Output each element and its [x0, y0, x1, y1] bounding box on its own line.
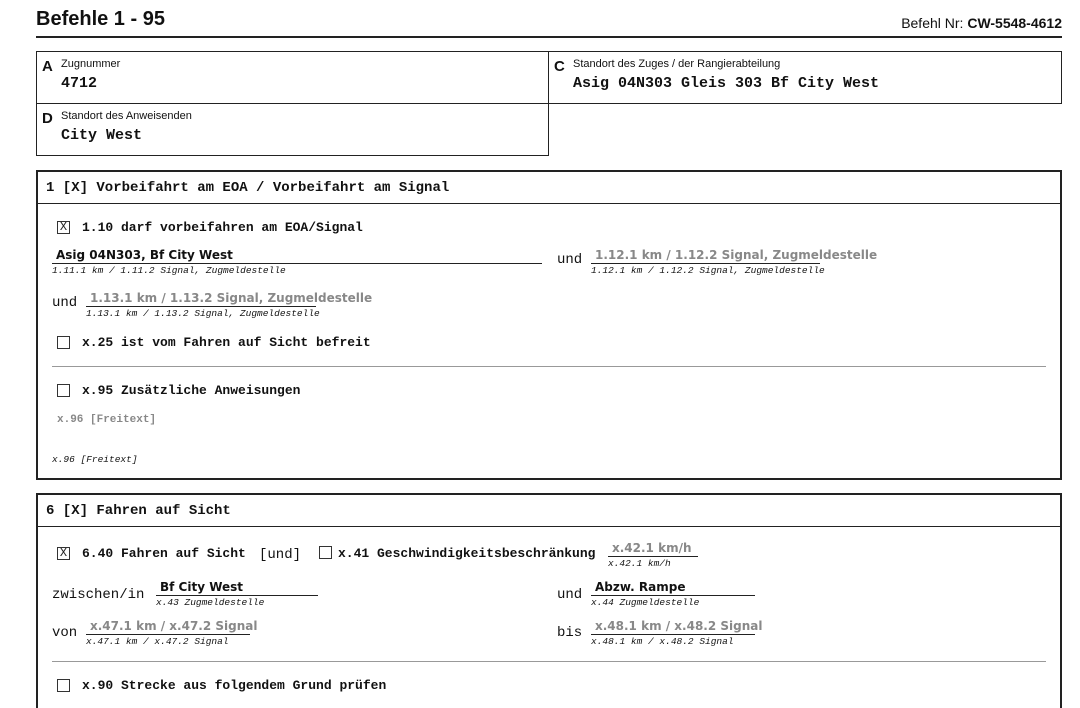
- field-x-48-line: [591, 634, 755, 635]
- field-x-42-1-value: x.42.1 km/h: [612, 541, 692, 555]
- und-label-2: und: [52, 295, 78, 311]
- checkbox-1-10[interactable]: X: [57, 221, 70, 234]
- section-1-header: [38, 172, 1060, 204]
- field-1-12-line: [591, 263, 820, 264]
- box-a-value: 4712: [61, 75, 98, 92]
- field-x-48-caption: x.48.1 km / x.48.2 Signal: [591, 636, 734, 647]
- section-6-title: 6 [X] Fahren auf Sicht: [46, 503, 231, 519]
- page-title: Befehle 1 - 95: [36, 8, 165, 30]
- zwischen-label: zwischen/in: [52, 587, 145, 603]
- field-1-11-line: [52, 263, 542, 264]
- und-label-6: und: [557, 587, 583, 603]
- field-x-43-value: Bf City West: [160, 580, 244, 594]
- box-a-letter: A: [42, 58, 53, 75]
- option-x-95-label: x.95 Zusätzliche Anweisungen: [82, 383, 301, 398]
- section-6-fahren-auf-sicht: [36, 493, 1062, 708]
- option-x-41-label: x.41 Geschwindigkeitsbeschränkung: [338, 546, 596, 561]
- und-label-1: und: [557, 252, 583, 268]
- field-1-11-value: Asig 04N303, Bf City West: [56, 248, 233, 262]
- befehl-number-label: Befehl Nr:: [901, 15, 964, 31]
- box-c-letter: C: [554, 58, 565, 75]
- form-header: [36, 6, 1062, 38]
- field-1-13-line: [86, 306, 316, 307]
- section-6-header: [38, 495, 1060, 527]
- box-c-label: Standort des Zuges / der Rangierabteilung: [573, 58, 781, 70]
- und-bracket-label: [und]: [259, 547, 302, 563]
- freetext-caption: x.96 [Freitext]: [52, 454, 138, 465]
- field-1-12-value: 1.12.1 km / 1.12.2 Signal, Zugmeldestelle: [595, 248, 878, 262]
- box-d-standort-anweisender[interactable]: [36, 103, 549, 156]
- checkbox-x-25[interactable]: [57, 336, 70, 349]
- befehl-number: [901, 15, 1062, 31]
- box-d-letter: D: [42, 110, 53, 127]
- checkbox-6-40[interactable]: X: [57, 547, 70, 560]
- box-a-zugnummer[interactable]: [36, 51, 549, 104]
- field-x-44-value: Abzw. Rampe: [595, 580, 686, 594]
- box-c-standort-zug[interactable]: [548, 51, 1062, 104]
- field-x-47-line: [86, 634, 250, 635]
- field-1-12-caption: 1.12.1 km / 1.12.2 Signal, Zugmeldestelle: [591, 265, 825, 276]
- field-x-44-line: [591, 595, 755, 596]
- option-6-40-label: 6.40 Fahren auf Sicht: [82, 546, 246, 561]
- checkbox-x-41[interactable]: [319, 546, 332, 559]
- section-1-title: 1 [X] Vorbeifahrt am EOA / Vorbeifahrt am Signal: [46, 180, 450, 196]
- field-x-47-value: x.47.1 km / x.47.2 Signal: [90, 619, 258, 633]
- freetext-input[interactable]: x.96 [Freitext]: [57, 414, 157, 426]
- section-1-vorbeifahrt: [36, 170, 1062, 480]
- field-x-42-1-caption: x.42.1 km/h: [608, 558, 671, 569]
- section-6-divider: [52, 661, 1046, 662]
- von-label: von: [52, 625, 78, 641]
- box-d-label: Standort des Anweisenden: [61, 110, 192, 122]
- box-c-value: Asig 04N303 Gleis 303 Bf City West: [573, 75, 880, 92]
- field-1-13-value: 1.13.1 km / 1.13.2 Signal, Zugmeldestelle: [90, 291, 373, 305]
- field-x-43-caption: x.43 Zugmeldestelle: [156, 597, 265, 608]
- option-1-10-label: 1.10 darf vorbeifahren am EOA/Signal: [82, 220, 363, 235]
- option-x-90-label: x.90 Strecke aus folgendem Grund prüfen: [82, 678, 387, 693]
- box-a-label: Zugnummer: [61, 58, 121, 70]
- field-x-43-line: [156, 595, 318, 596]
- field-x-42-1-line: [608, 556, 698, 557]
- option-x-25-label: x.25 ist vom Fahren auf Sicht befreit: [82, 335, 371, 350]
- field-1-13-caption: 1.13.1 km / 1.13.2 Signal, Zugmeldestelle: [86, 308, 320, 319]
- field-1-11-caption: 1.11.1 km / 1.11.2 Signal, Zugmeldestelle: [52, 265, 286, 276]
- checkbox-x-90[interactable]: [57, 679, 70, 692]
- field-x-44-caption: x.44 Zugmeldestelle: [591, 597, 700, 608]
- field-x-47-caption: x.47.1 km / x.47.2 Signal: [86, 636, 229, 647]
- field-x-48-value: x.48.1 km / x.48.2 Signal: [595, 619, 763, 633]
- box-d-value: City West: [61, 127, 143, 144]
- checkbox-x-95[interactable]: [57, 384, 70, 397]
- befehl-number-value: CW-5548-4612: [967, 15, 1062, 31]
- bis-label: bis: [557, 625, 583, 641]
- section-1-divider: [52, 366, 1046, 367]
